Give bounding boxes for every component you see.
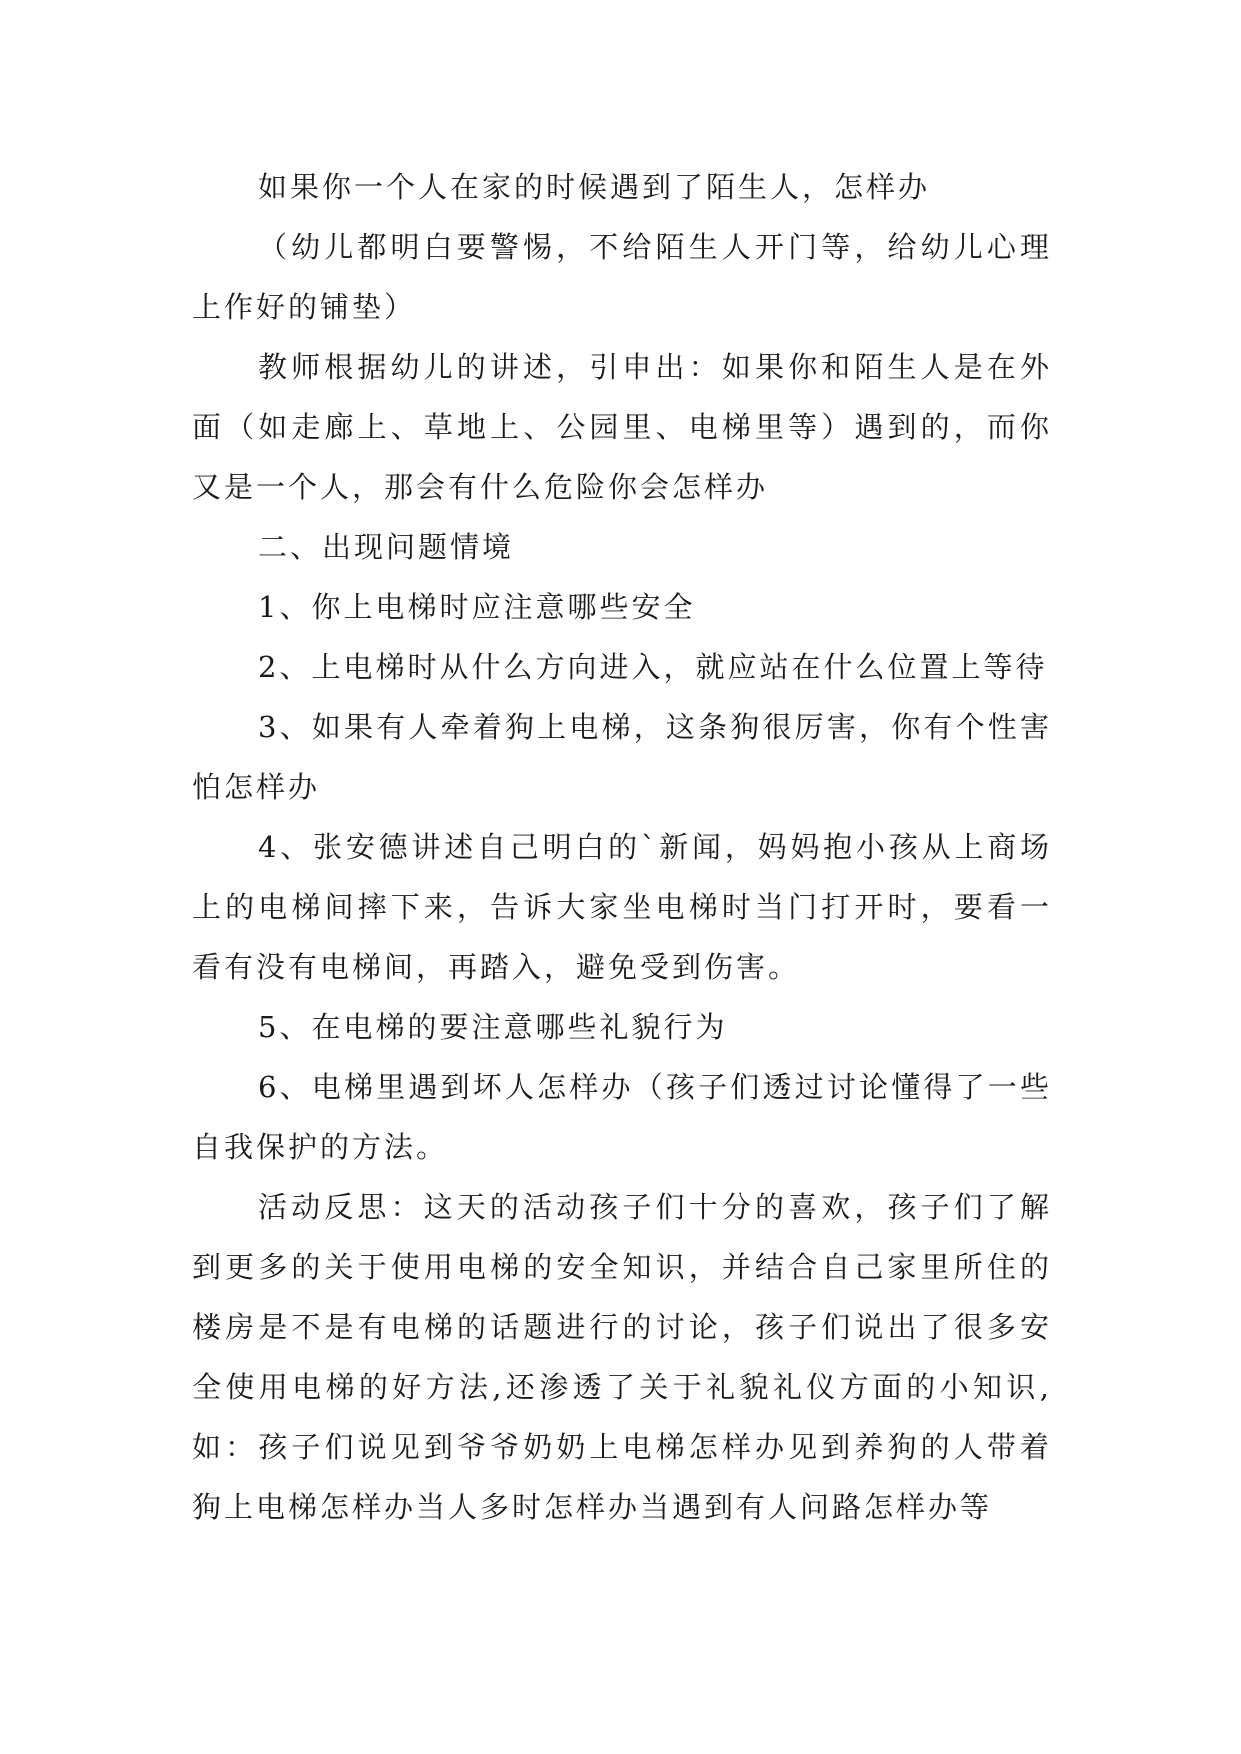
- section-heading-problem-situations: 二、出现问题情境: [258, 530, 515, 564]
- paragraph-children-response: （幼儿都明白要警惕，不给陌生人开门等，给幼儿心理上作好的铺垫）: [192, 230, 1052, 324]
- paragraph-teacher-extension: 教师根据幼儿的讲述，引申出：如果你和陌生人是在外面（如走廊上、草地上、公园里、电梯里等）遇到的，而你又是一个人，那会有什么危险你会怎样办: [192, 350, 1052, 504]
- list-item-1: 1、你上电梯时应注意哪些安全: [258, 590, 696, 624]
- paragraph-stranger-at-home: 如果你一个人在家的时候遇到了陌生人，怎样办: [258, 170, 931, 204]
- list-item-3: 3、如果有人牵着狗上电梯，这条狗很厉害，你有个性害怕怎样办: [192, 710, 1052, 804]
- list-item-4: 4、张安德讲述自己明白的`新闻，妈妈抱小孩从上商场上的电梯间摔下来，告诉大家坐电梯时当门打开时，要看一看有没有电梯间，再踏入，避免受到伤害。: [192, 830, 1052, 984]
- paragraph-activity-reflection: 活动反思：这天的活动孩子们十分的喜欢，孩子们了解到更多的关于使用电梯的安全知识，并结合自己家里所住的楼房是不是有电梯的话题进行的讨论，孩子们说出了很多安全使用电梯的好方法,还渗透了关于礼貌礼仪方面的小知识,如：孩子们说见到爷爷奶奶上电梯怎样办见到养狗的人带着狗上电梯怎样办当人多时怎样办当遇到有人问路怎样办等: [192, 1190, 1052, 1524]
- list-item-2: 2、上电梯时从什么方向进入，就应站在什么位置上等待: [258, 650, 1048, 684]
- document-page: [192, 157, 1052, 1537]
- list-item-5: 5、在电梯的要注意哪些礼貌行为: [258, 1010, 728, 1044]
- list-item-6: 6、电梯里遇到坏人怎样办（孩子们透过讨论懂得了一些自我保护的方法。: [192, 1070, 1052, 1164]
